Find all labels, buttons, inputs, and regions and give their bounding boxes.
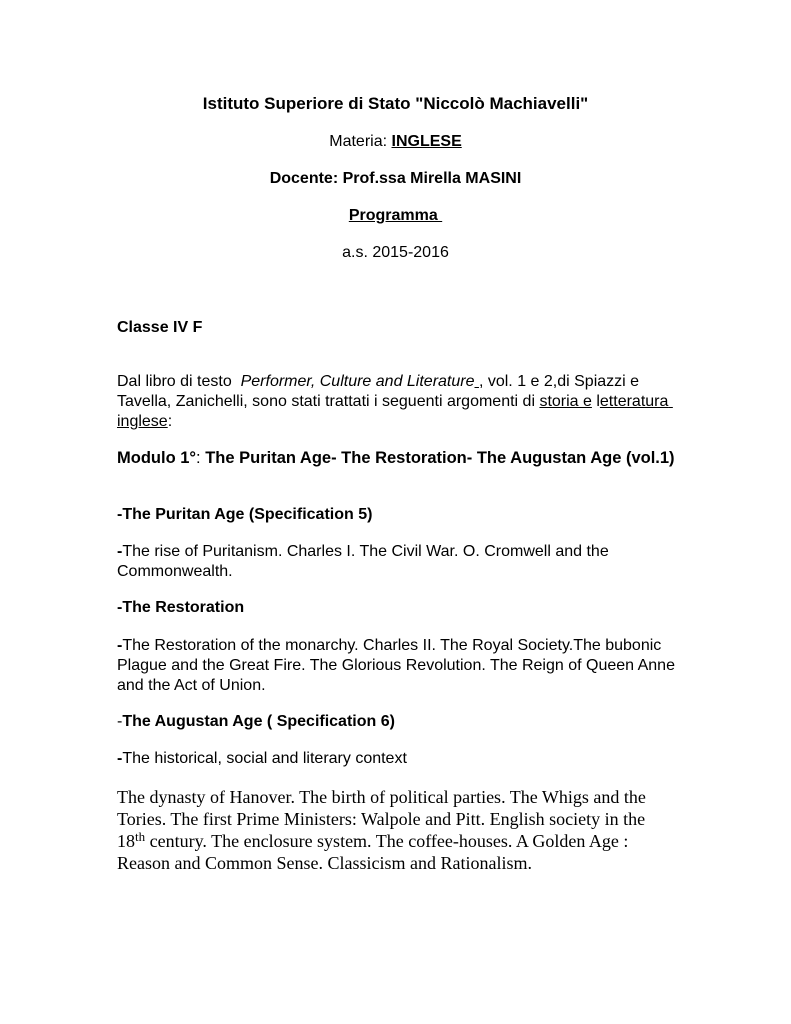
hanover-text-2: century. The enclosure system. The coffee-houses. A Golden Age : Reason and Common Sense. Classicism and Rationalism.	[117, 831, 629, 873]
intro-underlined-2: etteratura inglese	[117, 393, 673, 430]
restoration-text: The Restoration of the monarchy. Charles II. The Royal Society.The bubonic Plague and the Great Fire. The Glorious Revolution. The Reign of Queen Anne and the Act of Union.	[117, 637, 675, 694]
context-text: The historical, social and literary context	[122, 750, 407, 767]
puritan-heading: -The Puritan Age (Specification 5)	[117, 506, 373, 523]
puritan-dash: -	[117, 543, 123, 560]
hanover-paragraph	[117, 786, 662, 874]
context-line	[117, 749, 677, 769]
subject-label: Materia:	[329, 133, 392, 150]
module-heading	[117, 448, 677, 468]
hanover-text-1: The dynasty of Hanover. The birth of political parties. The Whigs and the Tories. The first Prime Ministers: Walpole and Pitt. English society in the 18	[117, 787, 646, 851]
subject-value: INGLESE	[391, 133, 462, 150]
class-label: Classe IV F	[117, 319, 203, 336]
restoration-heading: -The Restoration	[117, 599, 245, 616]
augustan-dash: -	[117, 713, 123, 730]
teacher-line: Docente: Prof.ssa Mirella MASINI	[269, 170, 522, 187]
augustan-title: The Augustan Age ( Specification 6)	[122, 713, 395, 730]
module-label: Modulo 1°	[117, 449, 197, 467]
augustan-heading	[117, 712, 677, 732]
restoration-paragraph	[117, 636, 677, 696]
school-title: Istituto Superiore di Stato "Niccolò Machiavelli"	[202, 94, 589, 113]
restoration-dash: -	[117, 637, 123, 654]
module-colon: :	[196, 449, 206, 467]
school-year: a.s. 2015-2016	[342, 244, 449, 261]
intro-paragraph	[117, 372, 677, 432]
puritan-text: The rise of Puritanism. Charles I. The Civil War. O. Cromwell and the Commonwealth.	[117, 543, 609, 580]
puritan-paragraph	[117, 542, 677, 582]
intro-text-1: Dal libro di testo	[117, 373, 241, 390]
module-title: The Puritan Age- The Restoration- The Augustan Age (vol.1)	[205, 449, 675, 467]
intro-underlined-1: storia e	[539, 393, 592, 410]
intro-text-2: , vol. 1 e 2,di Spiazzi e Tavella, Zanichelli, sono stati trattati i seguenti argomenti di	[117, 373, 644, 410]
textbook-title: Performer, Culture and Literature	[240, 373, 475, 390]
intro-text-3: l	[591, 393, 600, 410]
hanover-superscript: th	[135, 829, 146, 844]
intro-text-4: :	[167, 413, 173, 430]
program-heading: Programma	[348, 207, 443, 224]
context-dash: -	[117, 750, 123, 767]
subject-line	[0, 133, 791, 151]
